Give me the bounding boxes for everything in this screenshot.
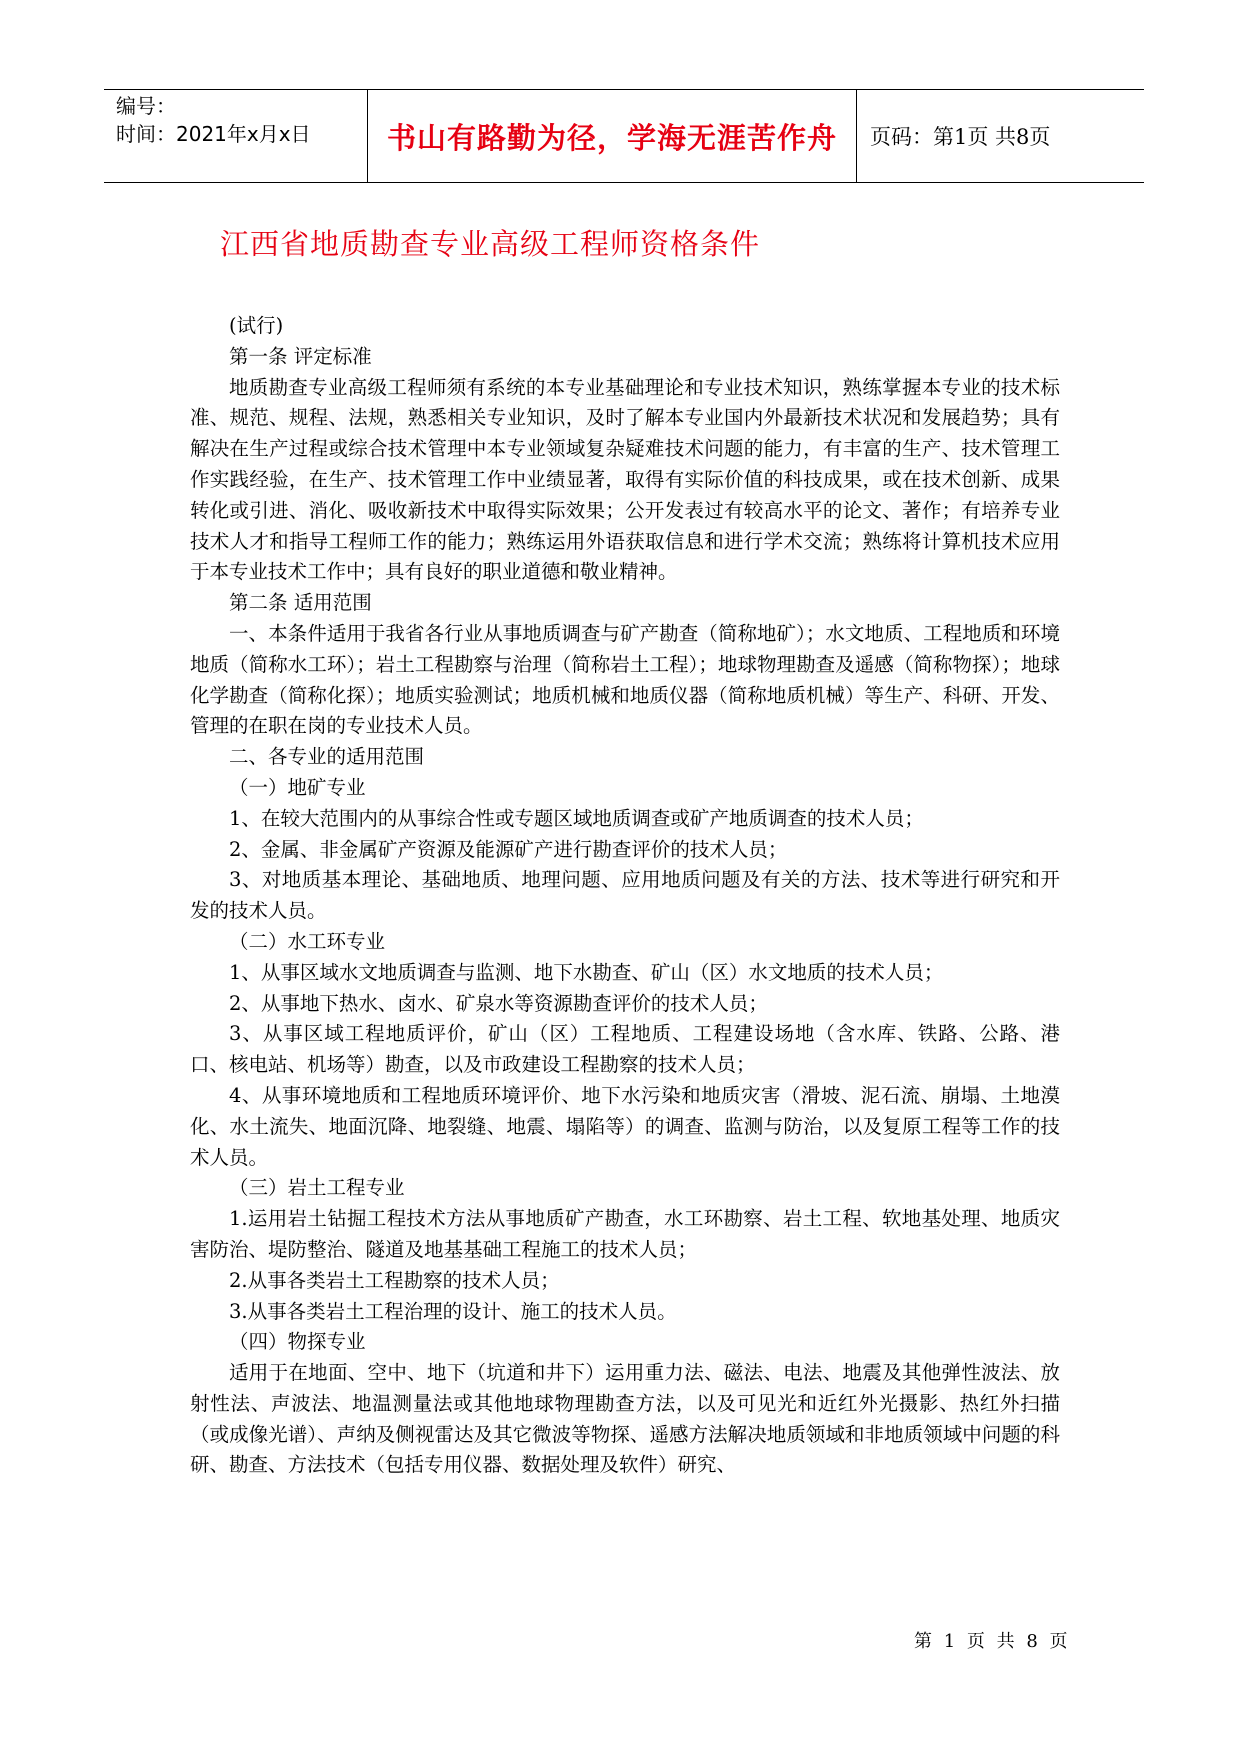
list-item: 3、从事区域工程地质评价，矿山（区）工程地质、工程建设场地（含水库、铁路、公路、港口、核电站、机场等）勘查，以及市政建设工程勘察的技术人员； xyxy=(190,1022,1060,1077)
section-heading: 第一条 评定标准 xyxy=(229,344,372,368)
list-item: 2、金属、非金属矿产资源及能源矿产进行勘查评价的技术人员； xyxy=(229,837,788,861)
list-item: 3、对地质基本理论、基础地质、地理问题、应用地质问题及有关的方法、技术等进行研究和开发的技术人员。 xyxy=(190,868,1060,923)
list-item: 1.运用岩土钻掘工程技术方法从事地质矿产勘查，水工环勘察、岩土工程、软地基处理、地质灾害防治、堤防整治、隧道及地基基础工程施工的技术人员； xyxy=(190,1207,1060,1261)
header-motto: 书山有路勤为径，学海无涯苦作舟 xyxy=(386,120,837,155)
paragraph: 地质勘查专业高级工程师须有系统的本专业基础理论和专业技术知识，熟练掌握本专业的技术标准、规范、规程、法规，熟悉相关专业知识，及时了解本专业国内外最新技术状况和发展趋势；具有解决在生产过程或综合技术管理中本专业领域复杂疑难技术问题的能力，有丰富的生产、技术管理工作实践经验，在生产、技术管理工作中业绩显著，取得有实际价值的科技成果，或在技术创新、成果转化或引进、消化、吸收新技术中取得实际效果；公开发表过有较高水平的论文、著作；有培养专业技术人才和指导工程师工作的能力；熟练运用外语获取信息和进行学术交流；熟练将计算机技术应用于本专业技术工作中；具有良好的职业道德和敬业精神。 xyxy=(190,375,1060,584)
subsection-heading: （二）水工环专业 xyxy=(229,929,386,953)
header-page-label: 页码：第1页 共8页 xyxy=(870,125,1051,149)
paragraph: 适用于在地面、空中、地下（坑道和井下）运用重力法、磁法、电法、地震及其他弹性波法、放射性法、声波法、地温测量法或其他地球物理勘查方法，以及可见光和近红外光摄影、热红外扫描（或成像光谱）、声纳及侧视雷达及其它微波等物探、遥感方法解决地质领域和非地质领域中问题的科研、勘查、方法技术（包括专用仪器、数据处理及软件）研究、 xyxy=(190,1361,1060,1477)
subsection-heading: （三）岩土工程专业 xyxy=(229,1176,405,1200)
paragraph: 一、本条件适用于我省各行业从事地质调查与矿产勘查（简称地矿）；水文地质、工程地质和环境地质（简称水工环）；岩土工程勘察与治理（简称岩土工程）；地球物理勘查及遥感（简称物探）；地球化学勘查（简称化探）；地质实验测试；地质机械和地质仪器（简称地质机械）等生产、科研、开发、管理的在职在岗的专业技术人员。 xyxy=(190,621,1060,738)
paragraph: 二、各专业的适用范围 xyxy=(229,745,425,769)
list-item: 1、从事区域水文地质调查与监测、地下水勘查、矿山（区）水文地质的技术人员； xyxy=(229,960,944,984)
list-item: 1、在较大范围内的从事综合性或专题区域地质调查或矿产地质调查的技术人员； xyxy=(229,806,924,830)
document-body xyxy=(190,311,1060,1481)
list-item: 2.从事各类岩土工程勘察的技术人员； xyxy=(229,1268,560,1292)
header-left-cell xyxy=(116,92,362,182)
section-heading: 第二条 适用范围 xyxy=(229,591,372,615)
document-title: 江西省地质勘查专业高级工程师资格条件 xyxy=(220,227,761,261)
paragraph: (试行) xyxy=(229,314,284,337)
header-table xyxy=(104,89,1144,183)
document-number-label: 编号： xyxy=(116,94,176,118)
document-time-label: 时间：2021年x月x日 xyxy=(116,122,311,146)
header-divider-left xyxy=(367,90,368,182)
subsection-heading: （四）物探专业 xyxy=(229,1330,366,1354)
subsection-heading: （一）地矿专业 xyxy=(229,775,366,799)
page-footer: 第 1 页 共 8 页 xyxy=(914,1631,1068,1652)
list-item: 3.从事各类岩土工程治理的设计、施工的技术人员。 xyxy=(229,1299,677,1323)
list-item: 4、从事环境地质和工程地质环境评价、地下水污染和地质灾害（滑坡、泥石流、崩塌、土地漠化、水土流失、地面沉降、地裂缝、地震、塌陷等）的调查、监测与防治，以及复原工程等工作的技术人员。 xyxy=(190,1083,1060,1169)
header-divider-right xyxy=(856,90,857,182)
list-item: 2、从事地下热水、卤水、矿泉水等资源勘查评价的技术人员； xyxy=(229,991,768,1015)
